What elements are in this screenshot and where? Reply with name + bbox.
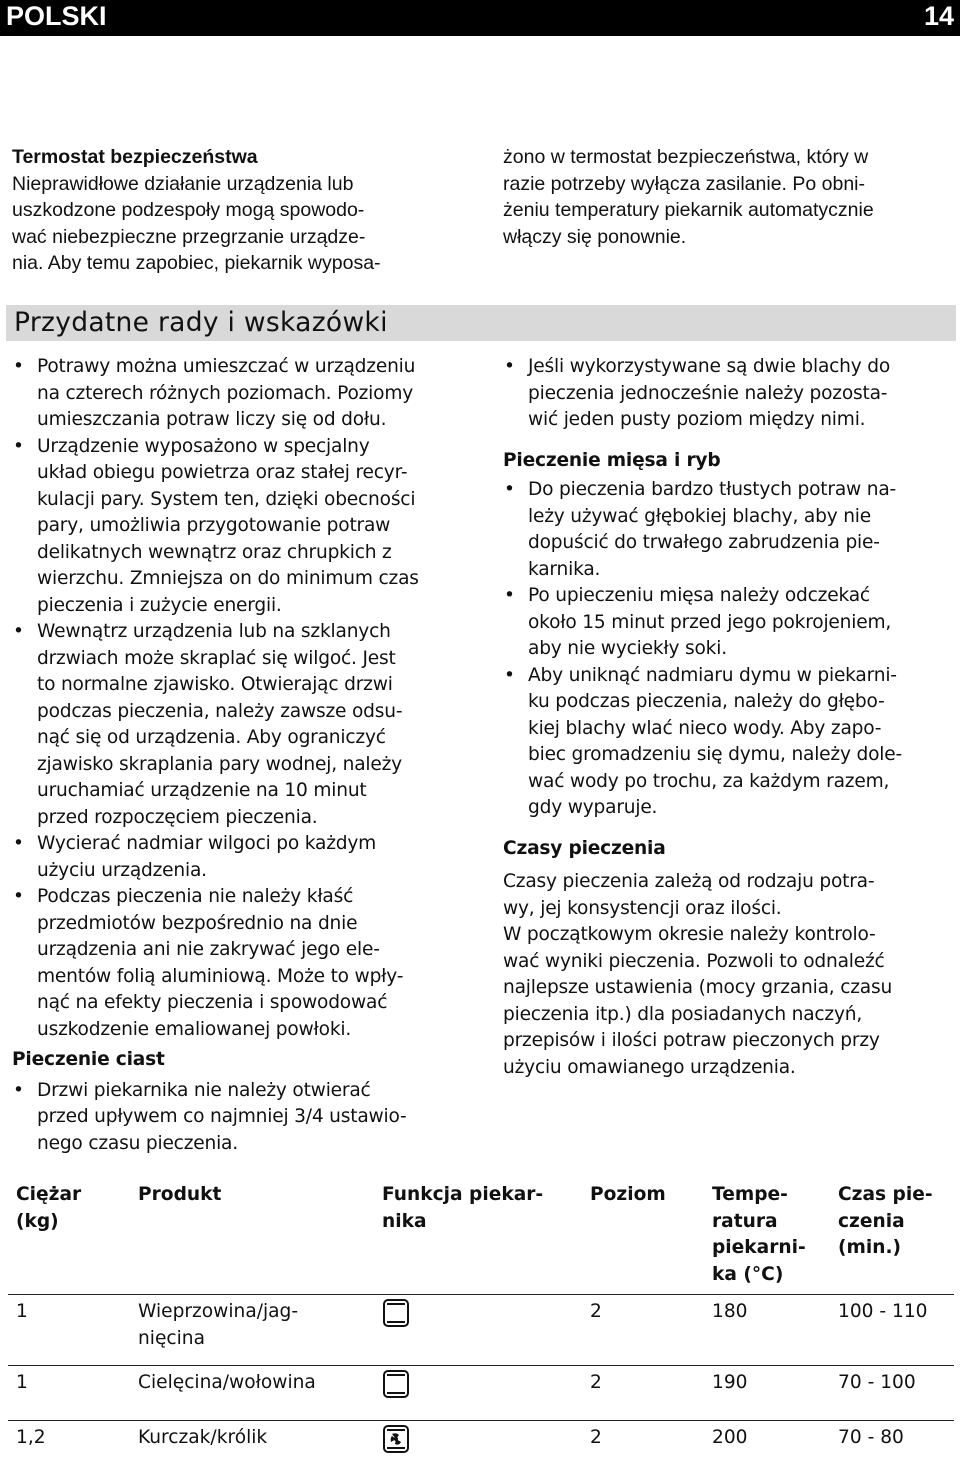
list-item-line: • Drzwi piekarnika nie należy otwierać xyxy=(37,1078,482,1105)
list-item-line: karnika. xyxy=(528,557,958,584)
list-item-line: ku podczas pieczenia, należy do głębo- xyxy=(528,689,958,716)
list-item-line: • Wewnątrz urządzenia lub na szklanych xyxy=(37,619,482,646)
header-line: czenia xyxy=(838,1209,946,1236)
list-item-line: • Jeśli wykorzystywane są dwie blachy do xyxy=(528,354,958,381)
level-cell: 2 xyxy=(582,1295,704,1366)
meat-list xyxy=(503,477,958,822)
text-line: pieczenia itp.) dla posiadanych naczyń, xyxy=(503,1002,958,1029)
header-line: Poziom xyxy=(590,1182,696,1209)
list-item-line: drzwiach może skraplać się wilgoć. Jest xyxy=(37,646,482,673)
list-item xyxy=(503,477,958,583)
list-item-line: wierzchu. Zmniejsza on do minimum czas xyxy=(37,566,482,593)
table-row xyxy=(8,1366,954,1421)
weight-cell: 1,2 xyxy=(8,1421,130,1475)
table-header-row xyxy=(8,1178,954,1295)
text-line: wać niebezpieczne przegrzanie urządze- xyxy=(12,224,472,251)
list-item-line: mentów folią aluminiową. Może to wpły- xyxy=(37,964,482,991)
thermostat-heading: Termostat bezpieczeństwa xyxy=(12,144,472,171)
list-item-line: kiej blachy wlać nieco wody. Aby zapo- xyxy=(528,716,958,743)
list-item-line: • Potrawy można umieszczać w urządzeniu xyxy=(37,354,482,381)
temperature-cell: 190 xyxy=(704,1366,830,1421)
list-item-line: urządzenia ani nie zakrywać jego ele- xyxy=(37,937,482,964)
list-item-line: • Do pieczenia bardzo tłustych potraw na- xyxy=(528,477,958,504)
times-heading: Czasy pieczenia xyxy=(503,836,958,863)
text-line: żeniu temperatury piekarnik automatycznie xyxy=(503,197,958,224)
time-cell: 100 - 110 xyxy=(830,1295,954,1366)
list-item-line: podczas pieczenia, należy zawsze odsu- xyxy=(37,699,482,726)
list-item xyxy=(503,583,958,663)
list-item-line: aby nie wyciekły soki. xyxy=(528,636,958,663)
list-item-line: • Wycierać nadmiar wilgoci po każdym xyxy=(37,831,482,858)
product-cell xyxy=(130,1295,374,1366)
level-cell: 2 xyxy=(582,1366,704,1421)
section-band xyxy=(6,305,956,341)
page-number: 14 xyxy=(924,1,954,32)
thermostat-left xyxy=(12,144,472,277)
tips-list xyxy=(12,354,482,1043)
level-cell: 2 xyxy=(582,1421,704,1475)
list-item xyxy=(12,1078,482,1158)
list-item-line: zjawisko skraplania pary wodnej, należy xyxy=(37,752,482,779)
top-bottom-heat-icon xyxy=(382,1369,410,1399)
list-item-line: umieszczania potraw liczy się od dołu. xyxy=(37,407,482,434)
times-text xyxy=(503,869,958,1081)
list-item-line: około 15 minut przed jego pokrojeniem, xyxy=(528,610,958,637)
list-item-line: dopuścić do trwałego zabrudzenia pie- xyxy=(528,530,958,557)
left-column xyxy=(12,354,482,1157)
list-item-line: uszkodzenie emaliowanej powłoki. xyxy=(37,1017,482,1044)
list-item-line: pieczenia i zużycie energii. xyxy=(37,593,482,620)
list-item xyxy=(503,663,958,822)
function-cell xyxy=(374,1421,582,1475)
list-item-line: przedmiotów bezpośrednio na dnie xyxy=(37,911,482,938)
col-level-header xyxy=(582,1178,704,1295)
list-item-line: delikatnych wewnątrz oraz chrupkich z xyxy=(37,540,482,567)
list-item xyxy=(12,619,482,831)
list-item-line: na czterech różnych poziomach. Poziomy xyxy=(37,381,482,408)
text-line: przepisów i ilości potraw pieczonych przy xyxy=(503,1028,958,1055)
text-line: wać wyniki pieczenia. Pozwoli to odnaleźć xyxy=(503,949,958,976)
text-line: włączy się ponownie. xyxy=(503,224,958,251)
fan-heat-icon xyxy=(382,1424,410,1454)
table-row xyxy=(8,1295,954,1366)
header-line: Produkt xyxy=(138,1182,366,1209)
col-time-header xyxy=(830,1178,954,1295)
list-item-line: nąć się od urządzenia. Aby ograniczyć xyxy=(37,725,482,752)
list-item-line: nego czasu pieczenia. xyxy=(37,1131,482,1158)
list-item-line: nąć na efekty pieczenia i spowodować xyxy=(37,990,482,1017)
list-item xyxy=(12,831,482,884)
list-item-line: wić jeden pusty poziom między nimi. xyxy=(528,407,958,434)
time-cell: 70 - 100 xyxy=(830,1366,954,1421)
right-column xyxy=(503,354,958,1081)
text-line: wy, jej konsystencji oraz ilości. xyxy=(503,896,958,923)
thermostat-text-left xyxy=(12,171,472,277)
list-item-line: wać wody po trochu, za każdym razem, xyxy=(528,769,958,796)
col-function-header xyxy=(374,1178,582,1295)
col-product-header xyxy=(130,1178,374,1295)
function-cell xyxy=(374,1366,582,1421)
list-item-line: to normalne zjawisko. Otwierając drzwi xyxy=(37,672,482,699)
product-line: nięcina xyxy=(138,1326,366,1353)
product-line: Kurczak/królik xyxy=(138,1425,366,1452)
header-line: ka (°C) xyxy=(712,1262,822,1289)
text-line: najlepsze ustawienia (mocy grzania, czasu xyxy=(503,975,958,1002)
weight-cell: 1 xyxy=(8,1366,130,1421)
time-cell: 70 - 80 xyxy=(830,1421,954,1475)
cakes-list xyxy=(12,1078,482,1158)
list-item-line: przed upływem co najmniej 3/4 ustawio- xyxy=(37,1104,482,1131)
header-line: nika xyxy=(382,1209,574,1236)
header-line: Ciężar xyxy=(16,1182,122,1209)
list-item xyxy=(12,884,482,1043)
header-line: piekarni- xyxy=(712,1235,822,1262)
thermostat-text-right xyxy=(503,144,958,250)
list-item-line: pary, umożliwia przygotowanie potraw xyxy=(37,513,482,540)
product-cell xyxy=(130,1421,374,1475)
temperature-cell: 180 xyxy=(704,1295,830,1366)
text-line: razie potrzeby wyłącza zasilanie. Po obni- xyxy=(503,171,958,198)
table-row xyxy=(8,1421,954,1475)
list-item xyxy=(12,354,482,434)
header-line: Tempe- xyxy=(712,1182,822,1209)
header-line: Funkcja piekar- xyxy=(382,1182,574,1209)
weight-cell: 1 xyxy=(8,1295,130,1366)
product-line: Cielęcina/wołowina xyxy=(138,1370,366,1397)
product-cell xyxy=(130,1366,374,1421)
list-item-line: gdy wyparuje. xyxy=(528,795,958,822)
top-bottom-heat-icon xyxy=(382,1298,410,1328)
text-line: Nieprawidłowe działanie urządzenia lub xyxy=(12,171,472,198)
list-item-line: • Urządzenie wyposażono w specjalny xyxy=(37,434,482,461)
text-line: uszkodzone podzespoły mogą spowodo- xyxy=(12,197,472,224)
list-item-line: biec gromadzeniu się dymu, należy dole- xyxy=(528,742,958,769)
temperature-cell: 200 xyxy=(704,1421,830,1475)
col-temperature-header xyxy=(704,1178,830,1295)
list-item-line: kulacji pary. System ten, dzięki obecności xyxy=(37,487,482,514)
function-cell xyxy=(374,1295,582,1366)
col-weight-header xyxy=(8,1178,130,1295)
list-item-line: • Aby uniknąć nadmiaru dymu w piekarni- xyxy=(528,663,958,690)
list-item-line: przed rozpoczęciem pieczenia. xyxy=(37,805,482,832)
header-line: (min.) xyxy=(838,1235,946,1262)
list-item xyxy=(12,434,482,620)
page-header xyxy=(0,0,960,36)
text-line: nia. Aby temu zapobiec, piekarnik wyposa- xyxy=(12,250,472,277)
list-item-line: użyciu urządzenia. xyxy=(37,858,482,885)
product-line: Wieprzowina/jag- xyxy=(138,1299,366,1326)
header-line: (kg) xyxy=(16,1209,122,1236)
meat-heading: Pieczenie mięsa i ryb xyxy=(503,448,958,475)
header-line: ratura xyxy=(712,1209,822,1236)
table-body xyxy=(8,1295,954,1475)
list-item xyxy=(503,354,958,434)
baking-table xyxy=(8,1178,954,1475)
list-item-line: • Podczas pieczenia nie należy kłaść xyxy=(37,884,482,911)
text-line: W początkowym okresie należy kontrolo- xyxy=(503,922,958,949)
language-label: POLSKI xyxy=(6,1,107,32)
list-item-line: • Po upieczeniu mięsa należy odczekać xyxy=(528,583,958,610)
text-line: żono w termostat bezpieczeństwa, który w xyxy=(503,144,958,171)
list-item-line: leży używać głębokiej blachy, aby nie xyxy=(528,504,958,531)
text-line: użyciu omawianego urządzenia. xyxy=(503,1055,958,1082)
text-line: Czasy pieczenia zależą od rodzaju potra- xyxy=(503,869,958,896)
list-item-line: pieczenia jednocześnie należy pozosta- xyxy=(528,381,958,408)
header-line: Czas pie- xyxy=(838,1182,946,1209)
section-title: Przydatne rady i wskazówki xyxy=(14,305,388,341)
right-tips-list xyxy=(503,354,958,434)
list-item-line: uruchamiać urządzenie na 10 minut xyxy=(37,778,482,805)
list-item-line: układ obiegu powietrza oraz stałej recyr- xyxy=(37,460,482,487)
cakes-heading: Pieczenie ciast xyxy=(12,1047,482,1074)
